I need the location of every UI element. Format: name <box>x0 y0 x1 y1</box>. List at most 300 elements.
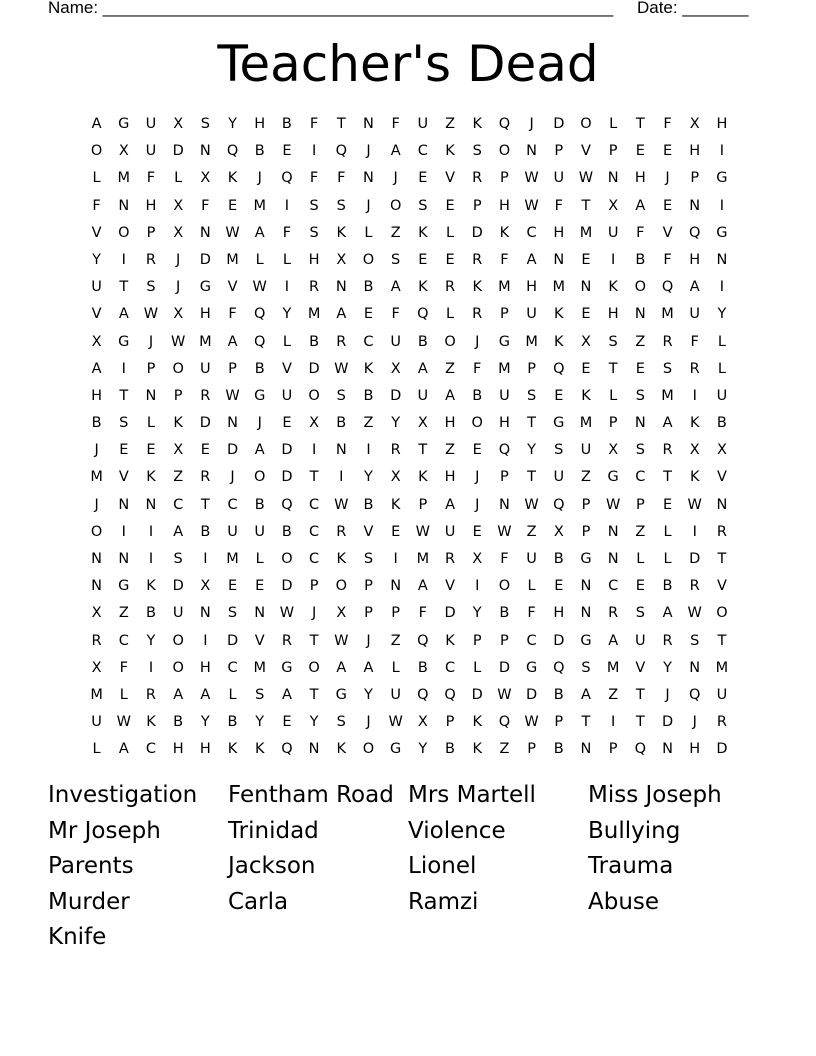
grid-letter: U <box>580 442 592 459</box>
grid-letter: J <box>692 714 697 731</box>
grid-letter: N <box>580 578 592 595</box>
grid-letter: V <box>662 224 673 241</box>
grid-letter: L <box>445 306 455 323</box>
grid-letter: U <box>227 523 238 540</box>
grid-letter: I <box>719 143 725 160</box>
grid-letter: D <box>281 442 293 459</box>
grid-letter: U <box>200 360 211 377</box>
grid-letter: V <box>445 170 455 187</box>
grid-letter: D <box>199 251 211 268</box>
grid-letter: R <box>472 306 483 323</box>
grid-letter: G <box>390 741 402 758</box>
grid-letter: I <box>311 143 317 160</box>
grid-letter: H <box>444 469 456 486</box>
grid-letter: V <box>91 224 102 241</box>
name-date-line: Name: ______________________________________________________ Date: _______ <box>48 0 749 17</box>
grid-letter: R <box>336 333 347 350</box>
grid-letter: V <box>118 469 129 486</box>
grid-letter: D <box>172 578 184 595</box>
grid-letter: K <box>336 224 347 241</box>
grid-letter: X <box>608 197 619 214</box>
grid-letter: X <box>173 224 184 241</box>
grid-letter: F <box>92 197 101 214</box>
grid-letter: J <box>366 632 371 649</box>
grid-letter: M <box>552 279 566 296</box>
grid-letter: E <box>418 170 428 187</box>
grid-letter: W <box>116 714 131 731</box>
grid-letter: P <box>500 170 509 187</box>
grid-row <box>83 247 736 274</box>
grid-letter: I <box>148 551 154 567</box>
grid-letter: J <box>475 496 480 513</box>
grid-letter: X <box>608 442 619 459</box>
grid-letter: Y <box>309 714 319 731</box>
grid-letter: I <box>692 387 697 404</box>
grid-letter: S <box>662 360 673 377</box>
grid-letter: D <box>471 224 483 241</box>
grid-letter: F <box>663 116 672 132</box>
grid-row <box>83 655 736 682</box>
grid-letter: V <box>581 143 591 160</box>
word-list-item: Abuse <box>588 888 660 915</box>
grid-letter: Y <box>228 116 237 132</box>
grid-letter: M <box>498 360 511 377</box>
grid-letter: A <box>417 360 428 377</box>
grid-letter: X <box>91 605 102 622</box>
grid-letter: P <box>364 578 373 595</box>
grid-letter: A <box>200 686 211 703</box>
grid-letter: L <box>527 578 536 595</box>
grid-letter: B <box>254 143 265 160</box>
grid-letter: T <box>418 442 428 459</box>
grid-letter: D <box>498 659 510 676</box>
grid-letter: I <box>284 279 290 296</box>
grid-letter: K <box>608 279 618 296</box>
grid-letter: X <box>417 415 428 432</box>
grid-letter: K <box>445 143 455 160</box>
grid-letter: H <box>634 170 646 187</box>
grid-letter: N <box>716 251 728 268</box>
grid-letter: N <box>526 143 538 160</box>
grid-letter: Q <box>417 306 429 323</box>
grid-letter: T <box>309 632 319 649</box>
grid-letter: U <box>417 116 429 132</box>
grid-letter: P <box>146 360 156 377</box>
grid-letter: W <box>143 306 159 323</box>
grid-letter: Y <box>717 306 727 323</box>
grid-letter: P <box>608 415 618 432</box>
grid-letter: D <box>661 714 674 731</box>
grid-letter: T <box>119 387 129 404</box>
grid-letter: X <box>390 469 401 486</box>
grid-letter: O <box>90 523 103 540</box>
grid-letter: I <box>148 523 154 540</box>
grid-letter: G <box>118 333 130 350</box>
grid-letter: D <box>226 442 239 459</box>
grid-letter: X <box>472 551 483 567</box>
grid-letter: A <box>118 306 129 323</box>
grid-letter: K <box>146 714 156 731</box>
grid-letter: C <box>309 496 320 513</box>
grid-letter: R <box>689 578 700 595</box>
grid-letter: R <box>390 442 401 459</box>
grid-letter: S <box>227 605 238 622</box>
grid-letter: Y <box>92 251 102 268</box>
grid-letter: M <box>307 306 321 323</box>
grid-letter: P <box>309 578 319 595</box>
word-list-item: Fentham Road <box>228 782 394 808</box>
grid-letter: X <box>716 442 727 459</box>
word-list-item: Mr Joseph <box>48 817 161 844</box>
grid-letter: N <box>118 496 130 513</box>
grid-letter: M <box>416 551 430 567</box>
grid-letter: N <box>553 251 565 268</box>
grid-letter: M <box>226 551 239 567</box>
grid-letter: G <box>281 659 293 676</box>
grid-letter: B <box>281 523 292 540</box>
grid-letter: X <box>309 415 320 432</box>
grid-letter: B <box>173 714 184 731</box>
grid-letter: O <box>471 415 483 432</box>
grid-letter: Q <box>417 632 429 649</box>
grid-letter: S <box>200 116 210 132</box>
grid-letter: R <box>145 686 156 703</box>
grid-letter: U <box>526 306 537 323</box>
grid-letter: M <box>661 306 674 323</box>
grid-letter: T <box>663 469 672 486</box>
grid-letter: K <box>554 333 564 350</box>
grid-letter: Q <box>226 143 239 160</box>
grid-letter: K <box>581 387 591 404</box>
grid-letter: B <box>553 741 564 758</box>
grid-letter: E <box>418 251 428 268</box>
grid-letter: H <box>553 224 565 241</box>
grid-row <box>83 736 736 763</box>
grid-letter: I <box>339 469 344 486</box>
grid-letter: D <box>471 686 483 703</box>
grid-row <box>83 600 736 627</box>
grid-letter: T <box>635 686 645 703</box>
grid-letter: U <box>254 523 266 540</box>
grid-letter: A <box>91 116 102 132</box>
grid-letter: I <box>366 442 371 459</box>
grid-letter: F <box>500 551 509 567</box>
grid-letter: Q <box>281 170 293 187</box>
grid-letter: A <box>254 442 265 459</box>
grid-letter: W <box>687 496 702 513</box>
grid-letter: B <box>363 496 374 513</box>
grid-letter: X <box>200 170 211 187</box>
grid-letter: L <box>228 686 237 703</box>
grid-letter: B <box>227 714 238 731</box>
grid-letter: J <box>94 442 99 459</box>
word-list-item: Violence <box>408 817 506 844</box>
grid-letter: Q <box>553 659 565 676</box>
grid-letter: E <box>472 523 482 540</box>
grid-letter: A <box>662 415 673 432</box>
grid-letter: W <box>334 496 349 513</box>
grid-letter: Z <box>445 116 455 132</box>
word-list-item: Lionel <box>408 853 477 880</box>
grid-letter: M <box>199 333 212 350</box>
grid-letter: O <box>362 251 375 268</box>
grid-letter: X <box>336 251 347 268</box>
grid-letter: O <box>308 387 320 404</box>
grid-letter: D <box>444 605 456 622</box>
grid-letter: P <box>554 714 564 731</box>
word-list <box>48 778 808 956</box>
grid-letter: F <box>663 251 672 268</box>
grid-letter: N <box>118 197 130 214</box>
grid-letter: D <box>226 632 239 649</box>
grid-letter: B <box>472 387 483 404</box>
grid-letter: S <box>336 387 346 404</box>
grid-letter: J <box>257 415 262 432</box>
grid-letter: T <box>119 279 129 296</box>
grid-letter: Q <box>498 442 511 459</box>
grid-letter: C <box>173 496 184 513</box>
grid-letter: M <box>117 170 131 187</box>
grid-letter: D <box>281 578 293 595</box>
grid-letter: D <box>308 360 320 377</box>
grid-letter: B <box>553 551 564 567</box>
grid-letter: D <box>281 469 293 486</box>
grid-letter: J <box>176 279 181 296</box>
grid-letter: I <box>692 523 697 540</box>
grid-letter: Q <box>254 333 266 350</box>
grid-letter: G <box>580 632 592 649</box>
grid-letter: L <box>364 224 373 241</box>
grid-letter: G <box>580 551 592 567</box>
grid-letter: Z <box>118 605 129 622</box>
grid-letter: N <box>689 197 701 214</box>
grid-letter: S <box>472 143 482 160</box>
grid-letter: B <box>662 578 673 595</box>
grid-letter: U <box>91 279 102 296</box>
grid-letter: E <box>227 197 238 214</box>
grid-letter: Y <box>255 714 265 731</box>
grid-letter: Q <box>634 741 647 758</box>
grid-letter: G <box>498 333 511 350</box>
grid-letter: N <box>91 578 103 595</box>
grid-letter: B <box>417 659 428 676</box>
grid-letter: M <box>525 333 538 350</box>
grid-letter: Q <box>553 496 565 513</box>
grid-letter: N <box>607 551 619 567</box>
grid-letter: S <box>309 224 319 241</box>
grid-letter: L <box>174 170 183 187</box>
grid-letter: S <box>363 551 374 567</box>
grid-letter: N <box>580 279 592 296</box>
grid-letter: K <box>146 578 156 595</box>
grid-letter: H <box>689 251 701 268</box>
grid-letter: E <box>282 714 292 731</box>
grid-row <box>83 329 736 356</box>
grid-letter: R <box>336 523 347 540</box>
grid-letter: L <box>391 659 400 676</box>
grid-letter: K <box>472 116 482 132</box>
grid-letter: L <box>255 551 264 567</box>
grid-letter: A <box>363 659 374 676</box>
grid-letter: K <box>227 741 238 758</box>
grid-letter: J <box>148 333 154 350</box>
grid-letter: N <box>335 442 347 459</box>
grid-letter: N <box>199 224 211 241</box>
grid-letter: V <box>91 306 102 323</box>
grid-letter: L <box>282 333 291 350</box>
grid-letter: A <box>173 686 184 703</box>
grid-letter: A <box>689 279 700 296</box>
grid-letter: N <box>390 578 402 595</box>
grid-letter: J <box>366 143 371 160</box>
grid-letter: I <box>203 632 208 649</box>
word-list-item: Trauma <box>588 853 674 880</box>
grid-letter: U <box>607 224 619 241</box>
grid-letter: A <box>390 143 401 160</box>
grid-letter: W <box>225 224 240 241</box>
grid-letter: H <box>716 116 728 132</box>
grid-letter: R <box>662 442 673 459</box>
grid-row <box>83 709 736 736</box>
grid-letter: E <box>662 143 673 160</box>
grid-letter: M <box>579 224 593 241</box>
grid-letter: E <box>662 197 673 214</box>
grid-letter: P <box>554 143 564 160</box>
grid-letter: Y <box>663 659 672 676</box>
grid-letter: L <box>119 686 128 703</box>
grid-letter: O <box>335 578 347 595</box>
grid-row <box>83 682 736 709</box>
grid-letter: M <box>498 279 511 296</box>
grid-letter: N <box>363 170 374 187</box>
grid-letter: C <box>363 333 374 350</box>
grid-letter: Y <box>364 469 373 486</box>
grid-letter: T <box>717 632 727 649</box>
grid-letter: K <box>336 551 347 567</box>
grid-letter: G <box>199 279 211 296</box>
grid-letter: T <box>608 360 618 377</box>
grid-letter: T <box>581 197 591 214</box>
grid-letter: C <box>635 469 646 486</box>
grid-letter: K <box>418 469 428 486</box>
grid-letter: F <box>418 605 428 622</box>
grid-letter: N <box>145 387 157 404</box>
grid-letter: W <box>225 387 240 404</box>
grid-letter: E <box>472 442 482 459</box>
grid-row <box>83 220 736 247</box>
grid-letter: I <box>611 251 616 268</box>
grid-letter: Z <box>608 686 619 703</box>
grid-letter: A <box>91 360 102 377</box>
grid-row <box>83 519 736 546</box>
grid-letter: E <box>581 306 591 323</box>
grid-letter: M <box>253 659 266 676</box>
grid-letter: B <box>254 360 265 377</box>
grid-letter: H <box>91 387 103 404</box>
grid-letter: F <box>309 116 319 132</box>
grid-letter: P <box>500 469 509 486</box>
grid-row <box>83 573 736 600</box>
grid-letter: W <box>279 605 295 622</box>
grid-letter: B <box>254 496 265 513</box>
grid-letter: W <box>497 523 512 540</box>
grid-letter: Q <box>417 686 429 703</box>
grid-letter: U <box>526 551 537 567</box>
grid-letter: I <box>719 197 725 214</box>
grid-letter: P <box>472 197 482 214</box>
grid-letter: G <box>525 659 538 676</box>
grid-letter: N <box>689 659 701 676</box>
grid-letter: B <box>363 387 374 404</box>
grid-letter: E <box>581 360 591 377</box>
grid-letter: C <box>417 143 428 160</box>
grid-letter: E <box>554 387 564 404</box>
word-list-item: Carla <box>228 888 289 915</box>
grid-row <box>83 138 736 165</box>
grid-letter: A <box>336 306 347 323</box>
grid-letter: K <box>554 306 564 323</box>
grid-letter: C <box>309 551 320 567</box>
grid-letter: B <box>309 333 320 350</box>
grid-letter: W <box>524 714 539 731</box>
grid-letter: R <box>662 333 673 350</box>
grid-letter: Z <box>363 415 374 432</box>
grid-letter: Y <box>282 306 292 323</box>
grid-letter: K <box>254 741 265 758</box>
grid-letter: E <box>445 251 455 268</box>
grid-letter: Q <box>661 279 674 296</box>
grid-letter: S <box>309 197 319 214</box>
grid-letter: J <box>665 686 670 703</box>
grid-letter: Y <box>200 714 210 731</box>
grid-letter: S <box>391 251 401 268</box>
grid-letter: P <box>527 360 536 377</box>
grid-letter: R <box>309 279 320 296</box>
grid-letter: J <box>475 333 480 350</box>
grid-row <box>83 193 736 220</box>
grid-letter: Y <box>391 415 401 432</box>
letter-grid <box>83 111 736 764</box>
grid-letter: J <box>366 197 371 214</box>
grid-letter: F <box>282 224 292 241</box>
grid-letter: P <box>472 632 482 649</box>
grid-letter: V <box>445 578 455 595</box>
grid-letter: B <box>553 686 564 703</box>
grid-letter: E <box>227 578 238 595</box>
word-list-item: Jackson <box>228 853 316 880</box>
word-list-item: Ramzi <box>408 888 479 915</box>
grid-letter: M <box>661 387 674 404</box>
grid-letter: U <box>91 714 102 731</box>
grid-row <box>83 274 736 301</box>
grid-letter: O <box>716 605 728 622</box>
grid-letter: E <box>581 251 591 268</box>
grid-letter: Y <box>527 442 537 459</box>
grid-letter: J <box>475 469 480 486</box>
grid-letter: B <box>499 605 510 622</box>
grid-letter: E <box>200 442 210 459</box>
grid-letter: O <box>308 659 320 676</box>
grid-letter: T <box>309 469 319 486</box>
grid-letter: I <box>148 659 154 676</box>
grid-letter: D <box>689 551 701 567</box>
grid-letter: L <box>636 551 645 567</box>
grid-letter: D <box>553 116 565 132</box>
grid-letter: W <box>388 714 403 731</box>
grid-letter: O <box>634 279 647 296</box>
grid-letter: O <box>172 632 184 649</box>
grid-letter: G <box>716 224 728 241</box>
